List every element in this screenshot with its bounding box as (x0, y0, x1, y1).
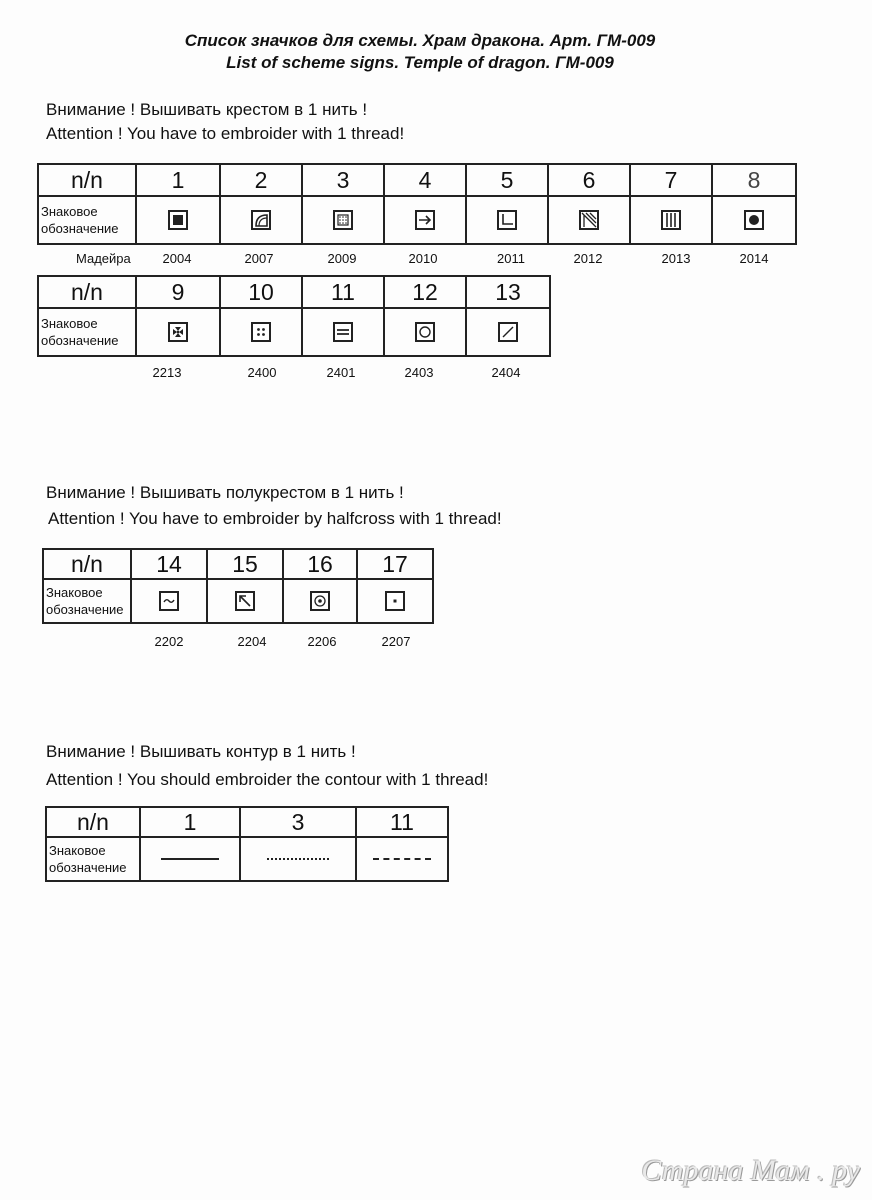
filled-circle-icon (744, 210, 764, 230)
madeira-code: 2404 (491, 365, 521, 380)
madeira-code: 2213 (152, 365, 182, 380)
symbol-number: 13 (466, 276, 550, 308)
symbol-number: 2 (220, 164, 302, 196)
open-circle-icon (415, 322, 435, 342)
madeira-code: 2012 (573, 251, 603, 266)
symbol-number: 4 (384, 164, 466, 196)
symbol-row-label: Знаковое обозначение (38, 196, 136, 244)
symbol-number: 1 (136, 164, 220, 196)
warning-en-halfcross: Attention ! You have to embroider by halfcross with 1 thread! (48, 509, 502, 528)
diagonal-lines-icon (579, 210, 599, 230)
symbol-table-contour (45, 806, 449, 882)
madeira-code: 2202 (154, 634, 184, 649)
vertical-bars-icon (661, 210, 681, 230)
symbol-row-label: Знаковое обозначение (46, 837, 140, 881)
madeira-code: 2009 (327, 251, 357, 266)
warning-ru-contour: Внимание ! Вышивать контур в 1 нить ! (46, 742, 356, 761)
madeira-label: Мадейра (76, 251, 131, 266)
four-petal-icon (168, 322, 188, 342)
madeira-code: 2204 (237, 634, 267, 649)
madeira-code: 2007 (244, 251, 274, 266)
madeira-code: 2206 (307, 634, 337, 649)
symbol-number: 6 (548, 164, 630, 196)
symbol-number: 17 (357, 549, 433, 579)
dotted-grid-icon (333, 210, 353, 230)
site-watermark: Страна Мам . ру (641, 1154, 860, 1187)
filled-square-icon (168, 210, 188, 230)
madeira-code: 2401 (326, 365, 356, 380)
madeira-code: 2004 (162, 251, 192, 266)
page-title-en: List of scheme signs. Temple of dragon. ГМ-009 (226, 53, 614, 72)
center-dot-icon (385, 591, 405, 611)
symbol-table-halfcross (42, 548, 434, 624)
warning-en-contour: Attention ! You should embroider the contour with 1 thread! (46, 770, 489, 789)
symbol-row-label: Знаковое обозначение (38, 308, 136, 356)
symbol-number: 1 (140, 807, 240, 837)
symbol-number: 9 (136, 276, 220, 308)
dotted-line-icon (267, 858, 329, 860)
madeira-code: 2403 (404, 365, 434, 380)
symbol-number: 3 (240, 807, 356, 837)
symbol-number: 11 (302, 276, 384, 308)
madeira-code: 2014 (739, 251, 769, 266)
symbol-number: 10 (220, 276, 302, 308)
quarter-arc-icon (251, 210, 271, 230)
right-arrow-icon (415, 210, 435, 230)
target-circle-icon (310, 591, 330, 611)
madeira-code: 2207 (381, 634, 411, 649)
symbol-number: 14 (131, 549, 207, 579)
symbol-table-2 (37, 275, 551, 357)
row-header-nn: n/n (38, 164, 136, 196)
symbol-number: 16 (283, 549, 357, 579)
four-dots-icon (251, 322, 271, 342)
madeira-code: 2010 (408, 251, 438, 266)
symbol-number: 3 (302, 164, 384, 196)
wave-icon (159, 591, 179, 611)
madeira-code: 2011 (497, 251, 525, 266)
warning-ru-cross: Внимание ! Вышивать крестом в 1 нить ! (46, 100, 368, 119)
corner-L-icon (497, 210, 517, 230)
horizontal-bars-icon (333, 322, 353, 342)
symbol-table-1 (37, 163, 797, 245)
warning-ru-halfcross: Внимание ! Вышивать полукрестом в 1 нить ! (46, 483, 404, 502)
symbol-number: 12 (384, 276, 466, 308)
symbol-number: 5 (466, 164, 548, 196)
madeira-code: 2400 (247, 365, 277, 380)
page-title-ru: Список значков для схемы. Храм дракона. Арт. ГМ-009 (184, 31, 656, 50)
symbol-number: 11 (356, 807, 448, 837)
symbol-number: 8 (712, 164, 796, 196)
diagonal-arrow-icon (235, 591, 255, 611)
row-header-nn: n/n (43, 549, 131, 579)
dashed-line-icon (373, 858, 431, 860)
symbol-number: 15 (207, 549, 283, 579)
symbol-number: 7 (630, 164, 712, 196)
madeira-code: 2013 (661, 251, 691, 266)
solid-line-icon (161, 858, 219, 860)
symbol-row-label: Знаковое обозначение (43, 579, 131, 623)
row-header-nn: n/n (46, 807, 140, 837)
warning-en-cross: Attention ! You have to embroider with 1 thread! (46, 124, 405, 143)
row-header-nn: n/n (38, 276, 136, 308)
diagonal-slash-icon (498, 322, 518, 342)
